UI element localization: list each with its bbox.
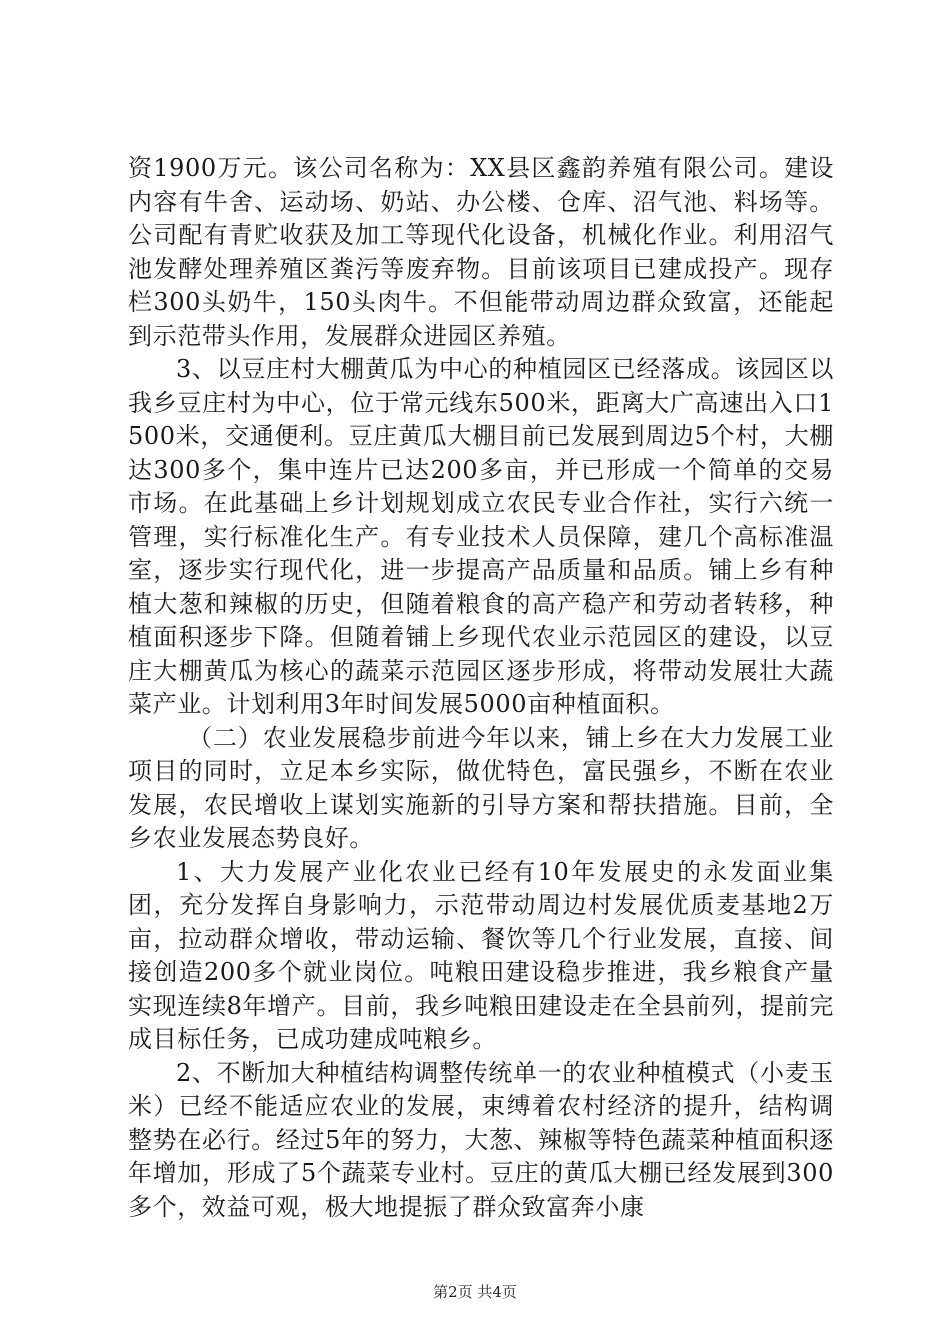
paragraph-2: 3、以豆庄村大棚黄瓜为中心的种植园区已经落成。该园区以我乡豆庄村为中心，位于常元线东500米，距离大广高速出入口1500米，交通便利。豆庄黄瓜大棚目前已发展到周边5个村，大棚达300多个，集中连片已达200多亩，并已形成一个简单的交易市场。在此基础上乡计划规划成立农民专业合作社，实行六统一管理，实行标准化生产。有专业技术人员保障，建几个高标准温室，逐步实行现代化，进一步提高产品质量和品质。铺上乡有种植大葱和辣椒的历史，但随着粮食的高产稳产和劳动者转移，种植面积逐步下降。但随着铺上乡现代农业示范园区的建设，以豆庄大棚黄瓜为核心的蔬菜示范园区逐步形成，将带动发展壮大蔬菜产业。计划利用3年时间发展5000亩种植面积。	[128, 355, 834, 718]
document-page	[128, 152, 834, 1224]
page-footer: 第2页 共4页	[433, 1283, 517, 1301]
paragraph-4: 1、大力发展产业化农业已经有10年发展史的永发面业集团，充分发挥自身影响力，示范带动周边村发展优质麦基地2万亩，拉动群众增收，带动运输、餐饮等几个行业发展，直接、间接创造200多个就业岗位。吨粮田建设稳步推进，我乡粮食产量实现连续8年增产。目前，我乡吨粮田建设走在全县前列，提前完成目标任务，已成功建成吨粮乡。	[128, 857, 834, 1053]
paragraph-3: （二）农业发展稳步前进今年以来，铺上乡在大力发展工业项目的同时，立足本乡实际，做优特色，富民强乡，不断在农业发展，农民增收上谋划实施新的引导方案和帮扶措施。目前，全乡农业发展态势良好。	[128, 723, 834, 852]
paragraph-1: 资1900万元。该公司名称为：XX县区鑫韵养殖有限公司。建设内容有牛舍、运动场、奶站、办公楼、仓库、沼气池、料场等。公司配有青贮收获及加工等现代化设备，机械化作业。利用沼气池发酵处理养殖区粪污等废弃物。目前该项目已建成投产。现存栏300头奶牛，150头肉牛。不但能带动周边群众致富，还能起到示范带头作用，发展群众进园区养殖。	[128, 154, 834, 350]
paragraph-5: 2、不断加大种植结构调整传统单一的农业种植模式（小麦玉米）已经不能适应农业的发展，束缚着农村经济的提升，结构调整势在必行。经过5年的努力，大葱、辣椒等特色蔬菜种植面积逐年增加，形成了5个蔬菜专业村。豆庄的黄瓜大棚已经发展到300多个，效益可观，极大地提振了群众致富奔小康	[128, 1058, 834, 1221]
